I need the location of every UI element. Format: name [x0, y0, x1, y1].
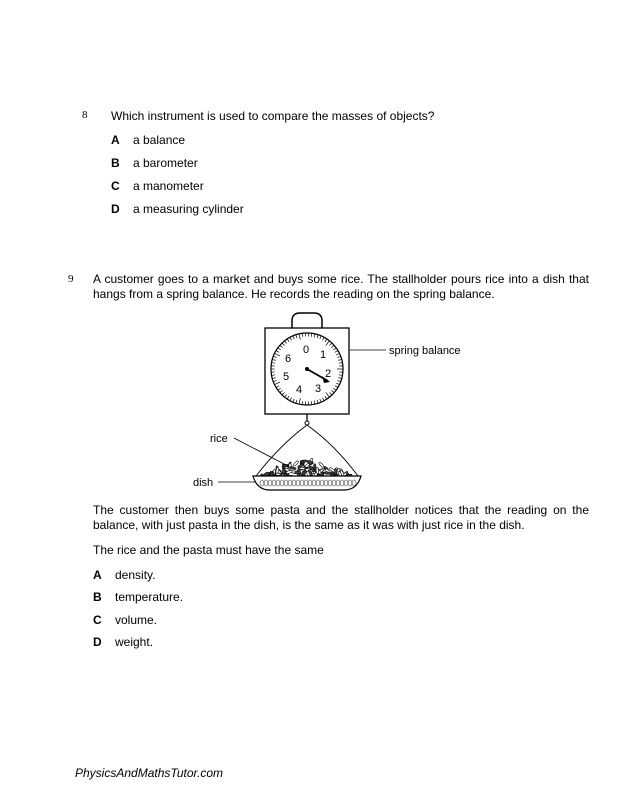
- option-text: a manometer: [133, 179, 204, 193]
- option-text: weight.: [115, 635, 154, 649]
- rice-grain: [318, 462, 324, 468]
- question-9-followup-line2: balance, with just pasta in the dish, is the same as it was with just rice in the dish.: [93, 518, 525, 532]
- dial-number-6: 6: [285, 353, 292, 365]
- question-8-number: 8: [82, 109, 88, 121]
- label-rice: rice: [210, 433, 228, 445]
- dial-number-1: 1: [320, 349, 327, 361]
- rice-grain: [313, 464, 316, 470]
- label-dish: dish: [193, 477, 214, 489]
- option-letter: D: [111, 202, 120, 216]
- q9-option-b: [93, 590, 183, 604]
- question-9-followup-line1: The customer then buys some pasta and the stallholder notices that the reading on the: [93, 503, 589, 517]
- question-9-number: 9: [68, 273, 74, 285]
- q9-option-d: [93, 635, 153, 649]
- dial-number-3: 3: [315, 383, 322, 395]
- question-9-intro-line2: hangs from a spring balance. He records the reading on the spring balance.: [93, 287, 495, 301]
- option-letter: C: [93, 613, 102, 627]
- option-letter: A: [111, 133, 120, 147]
- question-9-stem: The rice and the pasta must have the same: [93, 543, 324, 557]
- option-text: temperature.: [115, 590, 184, 604]
- label-spring-balance: spring balance: [389, 345, 461, 357]
- q9-option-c: [93, 613, 157, 627]
- dial-number-4: 4: [296, 384, 303, 396]
- option-text: a barometer: [133, 156, 198, 170]
- option-letter: B: [93, 590, 102, 604]
- rice-grain: [324, 472, 331, 475]
- option-text: a measuring cylinder: [133, 202, 244, 216]
- dial-number-0: 0: [303, 344, 310, 356]
- hook: [305, 421, 309, 425]
- option-letter: B: [111, 156, 120, 170]
- dish: [253, 476, 361, 490]
- question-9-intro-line1: A customer goes to a market and buys some rice. The stallholder pours rice into a dish that: [93, 272, 589, 286]
- q9-option-a: [93, 568, 155, 582]
- rice-grain: [293, 460, 299, 466]
- pointer-pivot: [305, 367, 309, 371]
- question-9-followup: [93, 503, 589, 533]
- footer-site-name: PhysicsAndMathsTutor.com: [75, 766, 224, 780]
- rice-leader: [234, 438, 288, 466]
- rice-grain: [295, 471, 301, 473]
- option-text: density.: [115, 568, 156, 582]
- option-letter: A: [93, 568, 102, 582]
- option-text: volume.: [115, 613, 158, 627]
- question-8-text: Which instrument is used to compare the masses of objects?: [111, 109, 435, 123]
- option-letter: D: [93, 635, 102, 649]
- option-text: a balance: [133, 133, 186, 147]
- dial-number-5: 5: [283, 371, 290, 383]
- hanging-ring: [292, 313, 322, 328]
- option-letter: C: [111, 179, 120, 193]
- dial-number-2: 2: [325, 368, 332, 380]
